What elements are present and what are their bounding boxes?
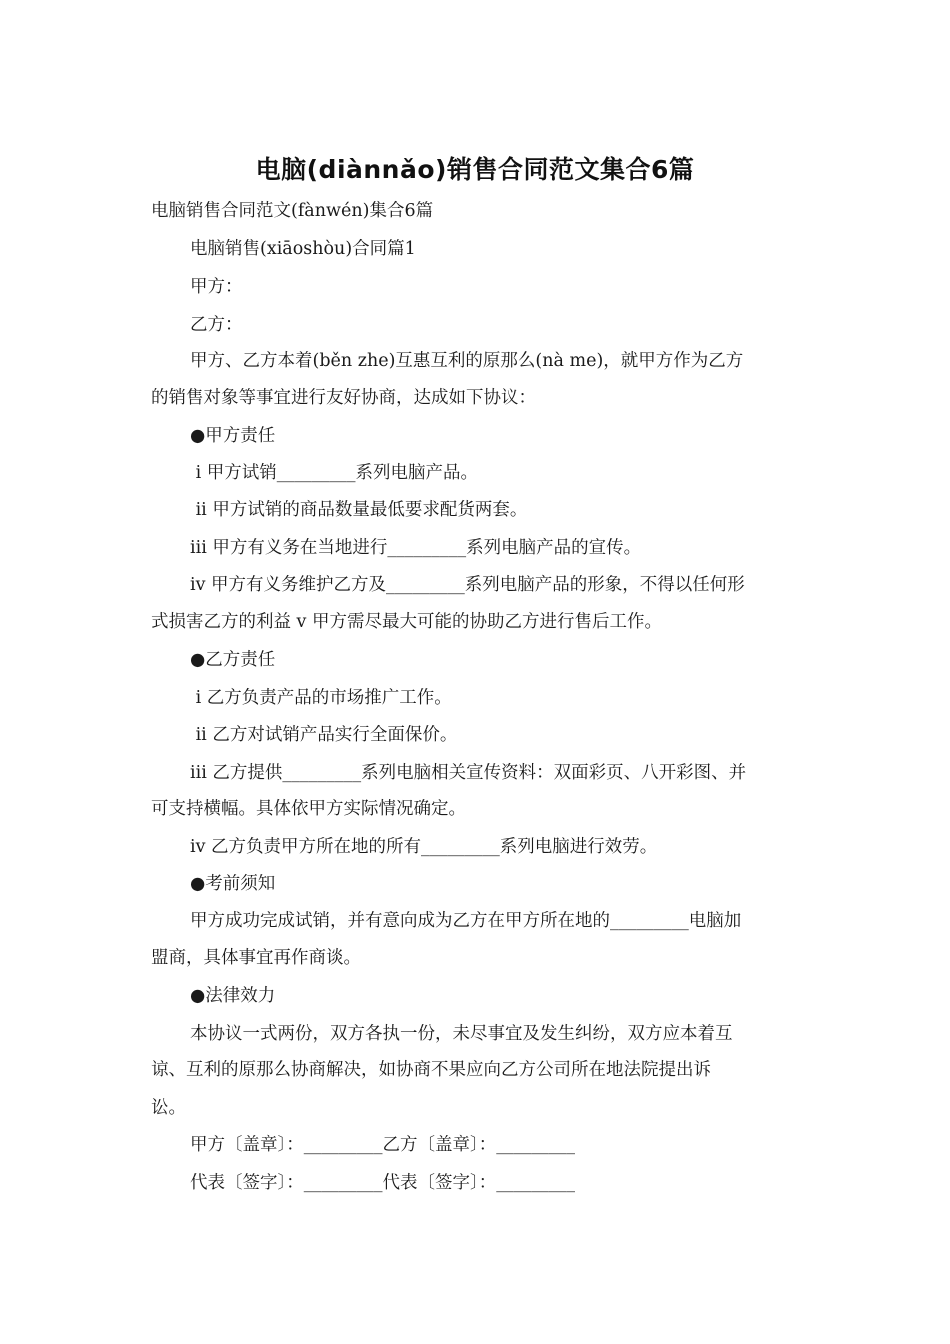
body-line: ●甲方责任 <box>190 426 276 446</box>
body-line: ●乙方责任 <box>190 650 276 670</box>
body-line: ii 甲方试销的商品数量最低要求配货两套。 <box>190 500 528 520</box>
body-line: 甲方成功完成试销，并有意向成为乙方在甲方所在地的_________电脑加 <box>190 911 742 931</box>
body-line: 讼。 <box>151 1098 186 1118</box>
document-title: 电脑(diànnǎo)销售合同范文集合6篇 <box>255 155 695 184</box>
body-line: 可支持横幅。具体依甲方实际情况确定。 <box>151 799 466 819</box>
body-line: i 乙方负责产品的市场推广工作。 <box>190 688 452 708</box>
body-line: 乙方： <box>190 315 243 335</box>
body-line: 甲方〔盖章〕：_________乙方〔盖章〕：_________ <box>190 1135 575 1155</box>
body-line: iii 乙方提供_________系列电脑相关宣传资料：双面彩页、八开彩图、并 <box>190 763 747 783</box>
body-line: 的销售对象等事宜进行友好协商，达成如下协议： <box>151 388 536 408</box>
body-line: 式损害乙方的利益 v 甲方需尽最大可能的协助乙方进行售后工作。 <box>151 612 663 632</box>
body-line: 甲方： <box>190 277 243 297</box>
body-line: ●考前须知 <box>190 874 276 894</box>
body-line: iv 甲方有义务维护乙方及_________系列电脑产品的形象，不得以任何形 <box>190 575 745 595</box>
body-line: 代表〔签字〕：_________代表〔签字〕：_________ <box>190 1173 575 1193</box>
body-line: 谅、互利的原那么协商解决，如协商不果应向乙方公司所在地法院提出诉 <box>151 1060 711 1080</box>
body-line: 甲方、乙方本着(běn zhe)互惠互利的原那么(nà me)，就甲方作为乙方 <box>190 351 744 371</box>
body-line: ●法律效力 <box>190 986 276 1006</box>
body-line: ii 乙方对试销产品实行全面保价。 <box>190 725 458 745</box>
body-line: 电脑销售合同范文(fànwén)集合6篇 <box>151 201 434 221</box>
body-line: i 甲方试销_________系列电脑产品。 <box>190 463 478 483</box>
body-line: iv 乙方负责甲方所在地的所有_________系列电脑进行效劳。 <box>190 837 658 857</box>
body-line: 电脑销售(xiāoshòu)合同篇1 <box>190 239 416 259</box>
body-line: 本协议一式两份，双方各执一份，未尽事宜及发生纠纷，双方应本着互 <box>190 1024 733 1044</box>
body-line: iii 甲方有义务在当地进行_________系列电脑产品的宣传。 <box>190 538 642 558</box>
body-line: 盟商，具体事宜再作商谈。 <box>151 948 361 968</box>
